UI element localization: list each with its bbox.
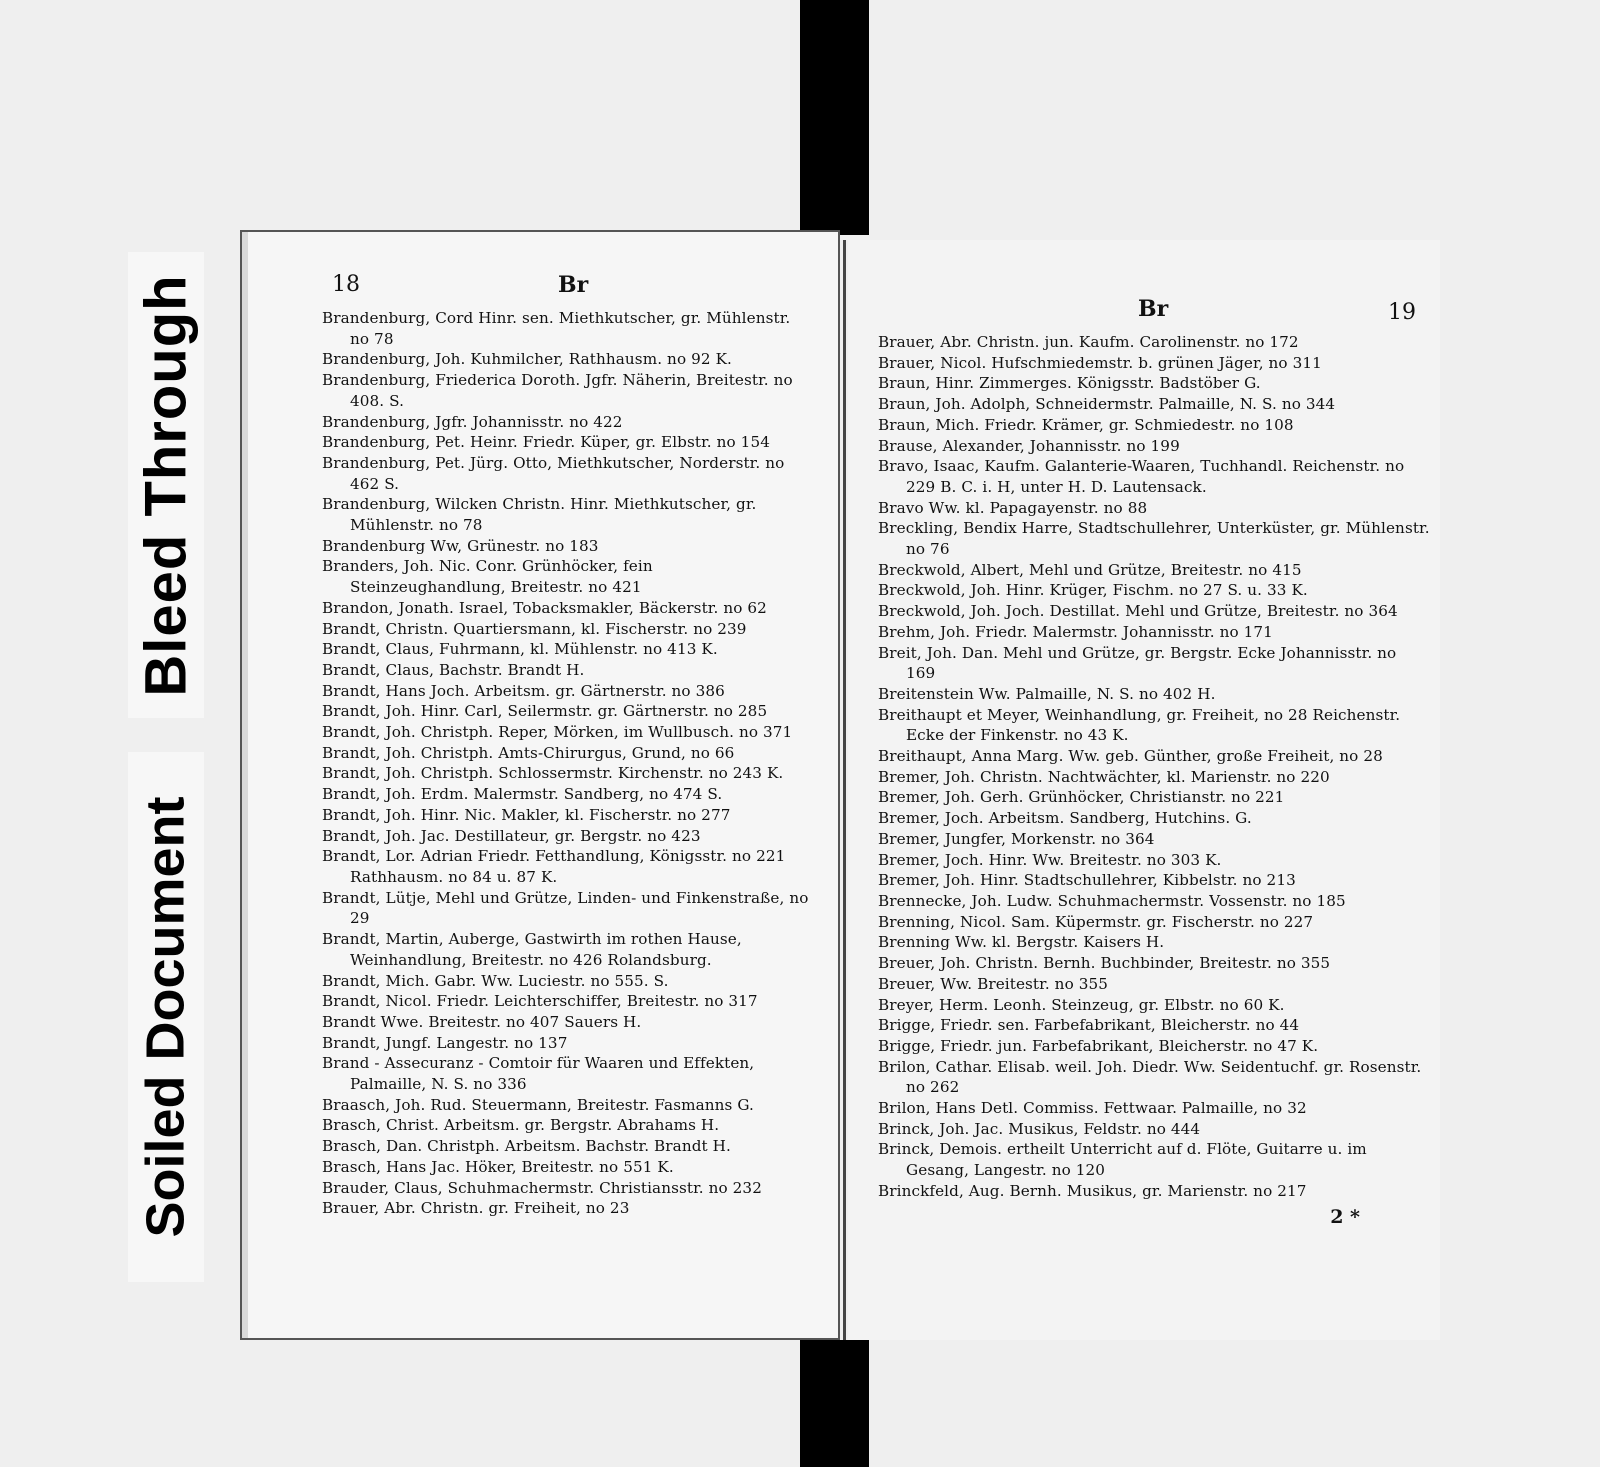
directory-entry: Bremer, Joch. Arbeitsm. Sandberg, Hutchins. G. <box>878 809 1252 828</box>
directory-entry: Brasch, Christ. Arbeitsm. gr. Bergstr. Abrahams H. <box>322 1116 720 1135</box>
directory-entry: Bremer, Joh. Gerh. Grünhöcker, Christianstr. no 221 <box>878 788 1285 807</box>
directory-entry: Brandt, Claus, Fuhrmann, kl. Mühlenstr. no 413 K. <box>322 640 718 659</box>
directory-entry: Brasch, Dan. Christph. Arbeitsm. Bachstr. Brandt H. <box>322 1137 731 1156</box>
directory-entry: Brandt Wwe. Breitestr. no 407 Sauers H. <box>322 1012 642 1031</box>
left-page-header <box>322 272 812 308</box>
directory-entry: Brilon, Cathar. Elisab. weil. Joh. Diedr. Ww. Seidentuchf. gr. Rosenstr. no 262 <box>878 1057 1422 1097</box>
directory-entry: Braun, Hinr. Zimmerges. Königsstr. Badstöber G. <box>878 374 1261 393</box>
directory-entry: Breithaupt et Meyer, Weinhandlung, gr. Freiheit, no 28 Reichenstr. Ecke der Finkenstr. no 43 K. <box>878 705 1401 745</box>
directory-entry: Braun, Joh. Adolph, Schneidermstr. Palmaille, N. S. no 344 <box>878 395 1336 414</box>
directory-entry: Brenning Ww. kl. Bergstr. Kaisers H. <box>878 933 1165 952</box>
directory-entry: Bremer, Joh. Christn. Nachtwächter, kl. Marienstr. no 220 <box>878 767 1330 786</box>
directory-entry: Breitenstein Ww. Palmaille, N. S. no 402 H. <box>878 684 1216 703</box>
directory-entry: Breit, Joh. Dan. Mehl und Grütze, gr. Bergstr. Ecke Johannisstr. no 169 <box>878 643 1397 683</box>
directory-entry: Braun, Mich. Friedr. Krämer, gr. Schmiedestr. no 108 <box>878 415 1294 434</box>
directory-entry: Brandt, Nicol. Friedr. Leichterschiffer, Breitestr. no 317 <box>322 992 758 1011</box>
left-page-running-head: Br <box>558 272 589 298</box>
bleed-through-text: Bleed Through <box>133 273 199 697</box>
directory-entry: Brandenburg, Friederica Doroth. Jgfr. Näherin, Breitestr. no 408. S. <box>322 371 793 410</box>
right-page-header <box>878 280 1430 332</box>
directory-entry: Brandenburg Ww, Grünestr. no 183 <box>322 536 599 555</box>
directory-entry: Bremer, Joch. Hinr. Ww. Breitestr. no 303 K. <box>878 850 1222 869</box>
directory-entry: Brauer, Abr. Christn. jun. Kaufm. Carolinenstr. no 172 <box>878 333 1299 351</box>
directory-entry: Brandt, Joh. Christph. Schlossermstr. Kirchenstr. no 243 K. <box>322 764 784 783</box>
directory-entry: Brilon, Hans Detl. Commiss. Fettwaar. Palmaille, no 32 <box>878 1099 1307 1118</box>
directory-entry: Brandt, Joh. Christph. Reper, Mörken, im Wullbusch. no 371 <box>322 723 793 742</box>
directory-entry: Brandt, Joh. Christph. Amts-Chirurgus, Grund, no 66 <box>322 743 735 762</box>
directory-entry: Brandenburg, Cord Hinr. sen. Miethkutscher, gr. Mühlenstr. no 78 <box>322 309 791 348</box>
directory-entry: Brandt, Hans Joch. Arbeitsm. gr. Gärtnerstr. no 386 <box>322 681 725 700</box>
directory-entry: Brauer, Nicol. Hufschmiedemstr. b. grünen Jäger, no 311 <box>878 353 1322 372</box>
directory-entry: Bravo, Isaac, Kaufm. Galanterie-Waaren, Tuchhandl. Reichenstr. no 229 B. C. i. H, unter H. D. Lautensack. <box>878 457 1405 496</box>
directory-entry: Brauer, Abr. Christn. gr. Freiheit, no 23 <box>322 1199 630 1218</box>
directory-entry: Brandt, Lor. Adrian Friedr. Fetthandlung, Königsstr. no 221 Rathhausm. no 84 u. 87 K. <box>322 847 786 886</box>
directory-entry: Bremer, Joh. Hinr. Stadtschullehrer, Kibbelstr. no 213 <box>878 871 1296 890</box>
directory-entry: Breuer, Ww. Breitestr. no 355 <box>878 974 1109 993</box>
directory-entry: Breckwold, Albert, Mehl und Grütze, Breitestr. no 415 <box>878 560 1302 579</box>
directory-entry: Brenning, Nicol. Sam. Küpermstr. gr. Fischerstr. no 227 <box>878 912 1314 931</box>
directory-entry: Brand - Assecuranz - Comtoir für Waaren und Effekten, Palmaille, N. S. no 336 <box>322 1054 755 1094</box>
directory-entry: Brandt, Joh. Erdm. Malermstr. Sandberg, no 474 S. <box>322 785 723 804</box>
directory-entry: Brause, Alexander, Johannisstr. no 199 <box>878 436 1180 455</box>
directory-entry: Brennecke, Joh. Ludw. Schuhmachermstr. Vossenstr. no 185 <box>878 891 1346 910</box>
directory-entry: Breuer, Joh. Christn. Bernh. Buchbinder, Breitestr. no 355 <box>878 954 1331 973</box>
directory-entry: Brinckfeld, Aug. Bernh. Musikus, gr. Marienstr. no 217 <box>878 1181 1307 1200</box>
binding-bar-bottom <box>800 1340 869 1467</box>
directory-entry: Brandenburg, Jgfr. Johannisstr. no 422 <box>322 412 623 431</box>
directory-entry: Breyer, Herm. Leonh. Steinzeug, gr. Elbstr. no 60 K. <box>878 995 1285 1014</box>
directory-entry: Brigge, Friedr. jun. Farbefabrikant, Bleicherstr. no 47 K. <box>878 1036 1319 1055</box>
directory-entry: Breithaupt, Anna Marg. Ww. geb. Günther, große Freiheit, no 28 <box>878 747 1383 766</box>
directory-entry: Brigge, Friedr. sen. Farbefabrikant, Bleicherstr. no 44 <box>878 1016 1300 1035</box>
directory-entry: Bravo Ww. kl. Papagayenstr. no 88 <box>878 498 1148 517</box>
directory-entry: Brinck, Joh. Jac. Musikus, Feldstr. no 444 <box>878 1119 1201 1138</box>
binding-bar-top <box>800 0 869 235</box>
directory-entry: Brehm, Joh. Friedr. Malermstr. Johannisstr. no 171 <box>878 622 1273 641</box>
right-page-number: 19 <box>1388 300 1416 325</box>
directory-entry: Brandt, Christn. Quartiersmann, kl. Fischerstr. no 239 <box>322 619 747 638</box>
directory-entry: Brasch, Hans Jac. Höker, Breitestr. no 551 K. <box>322 1157 674 1176</box>
directory-entry: Breckwold, Joh. Joch. Destillat. Mehl und Grütze, Breitestr. no 364 <box>878 602 1398 621</box>
right-page <box>848 240 1440 1340</box>
directory-entry: Brandon, Jonath. Israel, Tobacksmakler, Bäckerstr. no 62 <box>322 598 767 617</box>
directory-entry: Brandt, Martin, Auberge, Gastwirth im rothen Hause, Weinhandlung, Breitestr. no 426 Rolandsburg. <box>322 930 742 969</box>
directory-entry: Brinck, Demois. ertheilt Unterricht auf d. Flöte, Guitarre u. im Gesang, Langestr. no 120 <box>878 1140 1367 1180</box>
directory-entry: Brandenburg, Joh. Kuhmilcher, Rathhausm. no 92 K. <box>322 350 732 369</box>
right-page-running-head: Br <box>1138 296 1169 322</box>
bleed-through-label <box>128 252 204 718</box>
soiled-document-label <box>128 752 204 1282</box>
left-entry-list <box>322 308 812 1219</box>
right-entry-list <box>878 332 1430 1202</box>
left-page-number: 18 <box>332 272 360 297</box>
directory-entry: Bremer, Jungfer, Morkenstr. no 364 <box>878 829 1155 848</box>
directory-entry: Brandenburg, Pet. Jürg. Otto, Miethkutscher, Norderstr. no 462 S. <box>322 453 785 493</box>
directory-entry: Brandenburg, Wilcken Christn. Hinr. Miethkutscher, gr. Mühlenstr. no 78 <box>322 495 757 535</box>
directory-entry: Brandt, Joh. Hinr. Carl, Seilermstr. gr. Gärtnerstr. no 285 <box>322 702 768 721</box>
directory-entry: Braasch, Joh. Rud. Steuermann, Breitestr. Fasmanns G. <box>322 1095 754 1114</box>
directory-entry: Brauder, Claus, Schuhmachermstr. Christiansstr. no 232 <box>322 1178 762 1197</box>
directory-entry: Brandt, Jungf. Langestr. no 137 <box>322 1033 568 1052</box>
directory-entry: Branders, Joh. Nic. Conr. Grünhöcker, fein Steinzeughandlung, Breitestr. no 421 <box>322 557 653 597</box>
soiled-document-text: Soiled Document <box>136 796 197 1238</box>
directory-entry: Brandt, Mich. Gabr. Ww. Luciestr. no 555. S. <box>322 971 669 990</box>
page-gutter <box>843 240 846 1340</box>
directory-entry: Breckwold, Joh. Hinr. Krüger, Fischm. no 27 S. u. 33 K. <box>878 581 1308 600</box>
directory-entry: Brandt, Joh. Hinr. Nic. Makler, kl. Fischerstr. no 277 <box>322 805 731 824</box>
directory-entry: Brandt, Claus, Bachstr. Brandt H. <box>322 660 585 679</box>
directory-entry: Breckling, Bendix Harre, Stadtschullehrer, Unterküster, gr. Mühlenstr. no 76 <box>878 519 1430 559</box>
directory-entry: Brandenburg, Pet. Heinr. Friedr. Küper, gr. Elbstr. no 154 <box>322 433 770 452</box>
left-page <box>240 230 840 1340</box>
directory-entry: Brandt, Joh. Jac. Destillateur, gr. Bergstr. no 423 <box>322 826 701 845</box>
directory-entry: Brandt, Lütje, Mehl und Grütze, Linden- und Finkenstraße, no 29 <box>322 888 809 928</box>
signature-mark: 2 * <box>1330 1205 1360 1228</box>
